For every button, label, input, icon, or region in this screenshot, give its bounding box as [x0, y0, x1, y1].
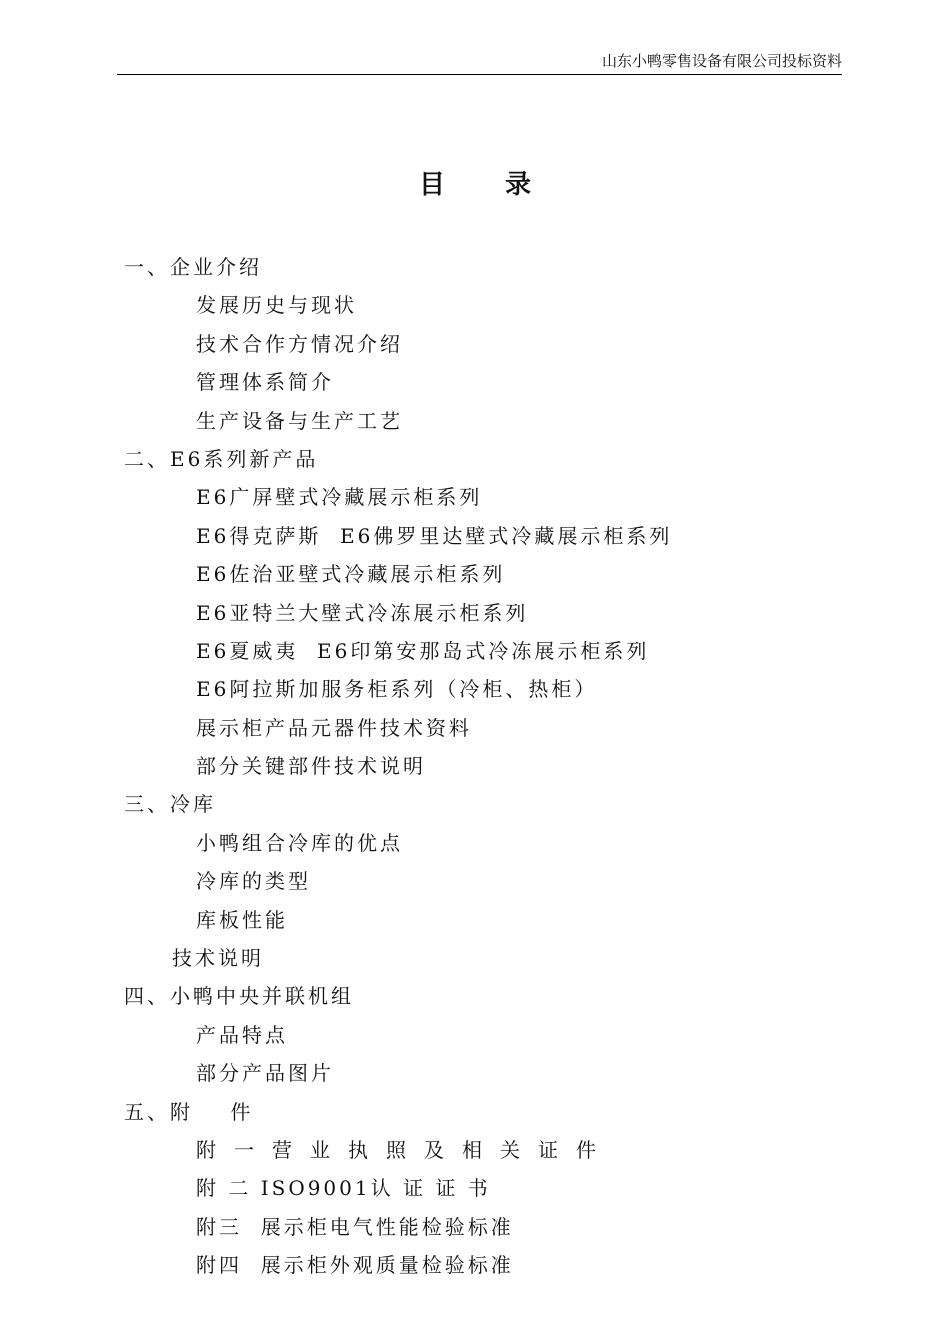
- toc-item: 附四 展示柜外观质量检验标准: [196, 1253, 514, 1278]
- toc-item: E6广屏壁式冷藏展示柜系列: [196, 485, 483, 510]
- toc-item: 发展历史与现状: [196, 293, 357, 318]
- toc-item: 附一营业执照及相关证件: [196, 1137, 614, 1162]
- toc-item: 管理体系简介: [196, 370, 334, 395]
- toc-item: E6夏威夷 E6印第安那岛式冷冻展示柜系列: [196, 638, 650, 663]
- header-company: 山东小鸭零售设备有限公司投标资料: [601, 52, 842, 70]
- toc-item: 产品特点: [196, 1022, 288, 1047]
- toc-list: [124, 248, 672, 1285]
- toc-section: 五、附 件: [124, 1099, 254, 1124]
- toc-section: 二、E6系列新产品: [124, 446, 319, 471]
- toc-item: 展示柜产品元器件技术资料: [196, 715, 472, 740]
- toc-section: 一、企业介绍: [124, 255, 262, 279]
- toc-item: 技术合作方情况介绍: [196, 331, 403, 356]
- toc-item: E6亚特兰大壁式冷冻展示柜系列: [196, 600, 529, 625]
- toc-section: 三、冷库: [124, 792, 216, 817]
- toc-item: 部分关键部件技术说明: [196, 754, 426, 779]
- toc-item: 小鸭组合冷库的优点: [196, 830, 403, 855]
- page-title: 目录: [418, 170, 591, 200]
- toc-item: 部分产品图片: [196, 1061, 334, 1086]
- toc-item: E6阿拉斯加服务柜系列（冷柜、热柜）: [196, 677, 598, 702]
- toc-item: 技术说明: [172, 946, 264, 971]
- toc-item: 冷库的类型: [196, 869, 311, 894]
- toc-item: E6佐治亚壁式冷藏展示柜系列: [196, 562, 506, 587]
- toc-section: 四、小鸭中央并联机组: [124, 984, 354, 1009]
- toc-item: E6得克萨斯 E6佛罗里达壁式冷藏展示柜系列: [196, 523, 673, 548]
- toc-item: 库板性能: [196, 907, 288, 932]
- toc-item: 生产设备与生产工艺: [196, 408, 403, 433]
- toc-item: 附三 展示柜电气性能检验标准: [196, 1214, 514, 1239]
- toc-item: 附 二 ISO9001认 证 证 书: [196, 1176, 491, 1201]
- page-header: [117, 50, 842, 75]
